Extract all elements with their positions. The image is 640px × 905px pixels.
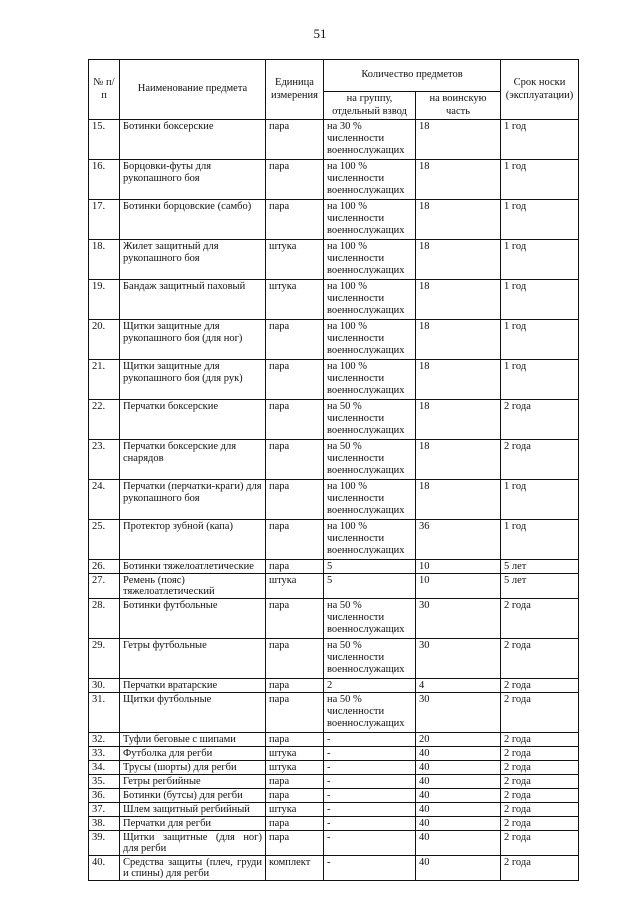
row-number: 16. [89, 160, 120, 200]
table-row [89, 856, 579, 881]
wear-term: 2 года [501, 789, 579, 803]
wear-term: 5 лет [501, 560, 579, 574]
item-name: Перчатки боксерские [120, 400, 266, 440]
wear-term: 2 года [501, 831, 579, 856]
wear-term: 1 год [501, 360, 579, 400]
item-name: Гетры регбийные [120, 775, 266, 789]
table-body [89, 120, 579, 881]
quantity-per-group: - [324, 856, 416, 881]
quantity-per-unit: 40 [416, 803, 501, 817]
header-name: Наименование предмета [120, 60, 266, 120]
row-number: 39. [89, 831, 120, 856]
item-unit: штука [266, 240, 324, 280]
item-unit: пара [266, 480, 324, 520]
table-row [89, 775, 579, 789]
wear-term: 1 год [501, 240, 579, 280]
quantity-per-unit: 4 [416, 679, 501, 693]
item-unit: пара [266, 200, 324, 240]
row-number: 37. [89, 803, 120, 817]
quantity-per-unit: 40 [416, 761, 501, 775]
table-row [89, 817, 579, 831]
table-row [89, 747, 579, 761]
quantity-per-unit: 18 [416, 280, 501, 320]
item-name: Перчатки боксерские для снарядов [120, 440, 266, 480]
quantity-per-group: на 100 % численности военнослужащих [324, 360, 416, 400]
quantity-per-unit: 18 [416, 360, 501, 400]
table-row [89, 693, 579, 733]
table-row [89, 599, 579, 639]
header-term: Срок носки (эксплуатации) [501, 60, 579, 120]
table-row [89, 200, 579, 240]
item-unit: пара [266, 693, 324, 733]
wear-term: 2 года [501, 440, 579, 480]
table-row [89, 639, 579, 679]
header-num: № п/п [89, 60, 120, 120]
quantity-per-group: - [324, 803, 416, 817]
item-unit: пара [266, 639, 324, 679]
quantity-per-group: - [324, 761, 416, 775]
row-number: 24. [89, 480, 120, 520]
wear-term: 2 года [501, 679, 579, 693]
item-unit: пара [266, 817, 324, 831]
item-name: Протектор зубной (капа) [120, 520, 266, 560]
wear-term: 2 года [501, 400, 579, 440]
wear-term: 2 года [501, 761, 579, 775]
quantity-per-group: на 100 % численности военнослужащих [324, 280, 416, 320]
table-row [89, 803, 579, 817]
item-unit: комплект [266, 856, 324, 881]
item-unit: пара [266, 599, 324, 639]
wear-term: 2 года [501, 817, 579, 831]
wear-term: 2 года [501, 693, 579, 733]
row-number: 17. [89, 200, 120, 240]
item-unit: пара [266, 160, 324, 200]
item-unit: пара [266, 789, 324, 803]
table-row [89, 120, 579, 160]
row-number: 20. [89, 320, 120, 360]
quantity-per-unit: 30 [416, 639, 501, 679]
wear-term: 2 года [501, 856, 579, 881]
item-name: Щитки защитные (для ног) для регби [120, 831, 266, 856]
item-name: Ботинки (бутсы) для регби [120, 789, 266, 803]
item-name: Борцовки-футы для рукопашного боя [120, 160, 266, 200]
quantity-per-group: на 50 % численности военнослужащих [324, 440, 416, 480]
wear-term: 2 года [501, 775, 579, 789]
item-name: Бандаж защитный паховый [120, 280, 266, 320]
quantity-per-unit: 40 [416, 789, 501, 803]
item-unit: штука [266, 747, 324, 761]
item-name: Туфли беговые с шипами [120, 733, 266, 747]
row-number: 35. [89, 775, 120, 789]
quantity-per-group: на 100 % численности военнослужащих [324, 200, 416, 240]
table-row [89, 440, 579, 480]
table-row [89, 520, 579, 560]
table-row [89, 400, 579, 440]
quantity-per-group: - [324, 747, 416, 761]
item-name: Перчатки для регби [120, 817, 266, 831]
wear-term: 2 года [501, 639, 579, 679]
row-number: 27. [89, 574, 120, 599]
table-row [89, 480, 579, 520]
quantity-per-unit: 40 [416, 817, 501, 831]
quantity-per-unit: 18 [416, 440, 501, 480]
item-name: Щитки футбольные [120, 693, 266, 733]
row-number: 40. [89, 856, 120, 881]
item-name: Щитки защитные для рукопашного боя (для рук) [120, 360, 266, 400]
item-unit: пара [266, 320, 324, 360]
wear-term: 1 год [501, 480, 579, 520]
item-name: Ремень (пояс) тяжелоатлетический [120, 574, 266, 599]
quantity-per-unit: 40 [416, 856, 501, 881]
quantity-per-group: на 50 % численности военнослужащих [324, 599, 416, 639]
item-unit: штука [266, 761, 324, 775]
row-number: 33. [89, 747, 120, 761]
row-number: 21. [89, 360, 120, 400]
quantity-per-unit: 18 [416, 480, 501, 520]
quantity-per-group: - [324, 775, 416, 789]
row-number: 38. [89, 817, 120, 831]
row-number: 36. [89, 789, 120, 803]
table-header-row [89, 60, 579, 92]
row-number: 26. [89, 560, 120, 574]
item-name: Ботинки боксерские [120, 120, 266, 160]
wear-term: 2 года [501, 599, 579, 639]
quantity-per-unit: 18 [416, 240, 501, 280]
quantity-per-unit: 18 [416, 400, 501, 440]
table-row [89, 280, 579, 320]
quantity-per-unit: 18 [416, 160, 501, 200]
wear-term: 1 год [501, 280, 579, 320]
quantity-per-unit: 18 [416, 320, 501, 360]
item-unit: пара [266, 400, 324, 440]
quantity-per-group: на 30 % численности военнослужащих [324, 120, 416, 160]
item-name: Ботинки футбольные [120, 599, 266, 639]
row-number: 22. [89, 400, 120, 440]
quantity-per-group: на 50 % численности военнослужащих [324, 400, 416, 440]
row-number: 19. [89, 280, 120, 320]
wear-term: 5 лет [501, 574, 579, 599]
wear-term: 2 года [501, 803, 579, 817]
quantity-per-group: - [324, 817, 416, 831]
table-row [89, 831, 579, 856]
table-row [89, 574, 579, 599]
item-unit: пара [266, 560, 324, 574]
quantity-per-group: на 100 % численности военнослужащих [324, 480, 416, 520]
quantity-per-unit: 10 [416, 560, 501, 574]
item-name: Футболка для регби [120, 747, 266, 761]
item-name: Средства защиты (плеч, груди и спины) для регби [120, 856, 266, 881]
table-row [89, 360, 579, 400]
header-unit: Единица измерения [266, 60, 324, 120]
item-unit: пара [266, 679, 324, 693]
quantity-per-group: 2 [324, 679, 416, 693]
row-number: 31. [89, 693, 120, 733]
wear-term: 1 год [501, 160, 579, 200]
table-row [89, 761, 579, 775]
wear-term: 2 года [501, 733, 579, 747]
item-unit: пара [266, 775, 324, 789]
item-unit: штука [266, 803, 324, 817]
table-row [89, 240, 579, 280]
item-name: Перчатки (перчатки-краги) для рукопашного боя [120, 480, 266, 520]
item-name: Ботинки борцовские (самбо) [120, 200, 266, 240]
quantity-per-group: на 100 % численности военнослужащих [324, 160, 416, 200]
item-unit: штука [266, 280, 324, 320]
equipment-table [88, 59, 579, 881]
quantity-per-group: 5 [324, 560, 416, 574]
header-per-group: на группу, отдельный взвод [324, 92, 416, 120]
quantity-per-unit: 30 [416, 693, 501, 733]
wear-term: 1 год [501, 320, 579, 360]
item-unit: пара [266, 440, 324, 480]
quantity-per-group: на 100 % численности военнослужащих [324, 240, 416, 280]
item-unit: пара [266, 733, 324, 747]
header-quantity: Количество предметов [324, 60, 501, 92]
header-per-unit: на воинскую часть [416, 92, 501, 120]
table-row [89, 560, 579, 574]
item-unit: пара [266, 360, 324, 400]
quantity-per-unit: 40 [416, 831, 501, 856]
quantity-per-group: - [324, 831, 416, 856]
row-number: 30. [89, 679, 120, 693]
quantity-per-group: на 50 % численности военнослужащих [324, 693, 416, 733]
quantity-per-unit: 40 [416, 775, 501, 789]
quantity-per-unit: 36 [416, 520, 501, 560]
quantity-per-group: - [324, 733, 416, 747]
quantity-per-group: на 100 % численности военнослужащих [324, 320, 416, 360]
item-name: Перчатки вратарские [120, 679, 266, 693]
table-row [89, 679, 579, 693]
quantity-per-unit: 30 [416, 599, 501, 639]
table-row [89, 789, 579, 803]
wear-term: 2 года [501, 747, 579, 761]
item-name: Жилет защитный для рукопашного боя [120, 240, 266, 280]
row-number: 29. [89, 639, 120, 679]
row-number: 23. [89, 440, 120, 480]
item-name: Ботинки тяжелоатлетические [120, 560, 266, 574]
quantity-per-group: на 100 % численности военнослужащих [324, 520, 416, 560]
item-name: Щитки защитные для рукопашного боя (для ног) [120, 320, 266, 360]
table-row [89, 320, 579, 360]
wear-term: 1 год [501, 120, 579, 160]
quantity-per-unit: 18 [416, 200, 501, 240]
quantity-per-group: 5 [324, 574, 416, 599]
item-unit: штука [266, 574, 324, 599]
item-name: Гетры футбольные [120, 639, 266, 679]
wear-term: 1 год [501, 200, 579, 240]
row-number: 34. [89, 761, 120, 775]
table-row [89, 160, 579, 200]
item-unit: пара [266, 831, 324, 856]
quantity-per-group: на 50 % численности военнослужащих [324, 639, 416, 679]
item-name: Шлем защитный регбийный [120, 803, 266, 817]
page-number: 51 [313, 26, 327, 41]
wear-term: 1 год [501, 520, 579, 560]
quantity-per-unit: 10 [416, 574, 501, 599]
item-unit: пара [266, 120, 324, 160]
row-number: 32. [89, 733, 120, 747]
item-name: Трусы (шорты) для регби [120, 761, 266, 775]
row-number: 15. [89, 120, 120, 160]
row-number: 18. [89, 240, 120, 280]
item-unit: пара [266, 520, 324, 560]
row-number: 28. [89, 599, 120, 639]
quantity-per-unit: 40 [416, 747, 501, 761]
quantity-per-unit: 18 [416, 120, 501, 160]
row-number: 25. [89, 520, 120, 560]
quantity-per-group: - [324, 789, 416, 803]
quantity-per-unit: 20 [416, 733, 501, 747]
table-row [89, 733, 579, 747]
